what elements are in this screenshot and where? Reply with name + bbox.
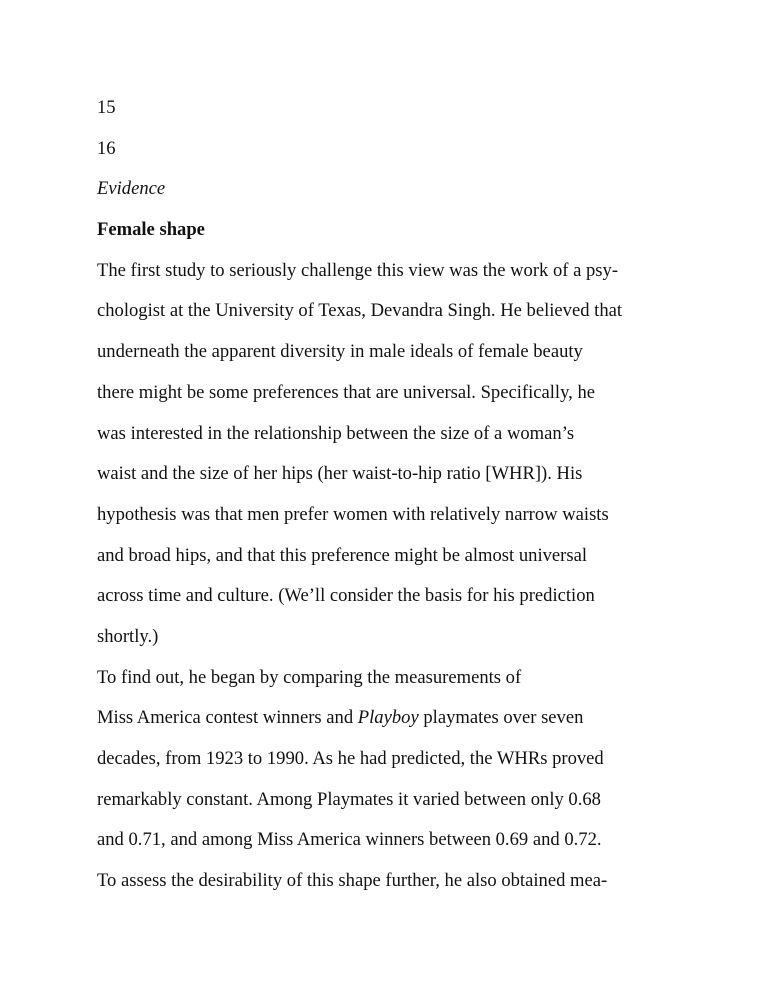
section-label: Evidence [97, 178, 166, 200]
document-page [97, 88, 657, 902]
line-number-15: 15 [97, 97, 116, 118]
body-line: was interested in the relationship between the size of a woman’s [97, 422, 575, 444]
body-line: The first study to seriously challenge this view was the work of a psy- [97, 259, 619, 281]
body-line: across time and culture. (We’ll consider the basis for his prediction [97, 585, 595, 607]
body-line: remarkably constant. Among Playmates it varied between only 0.68 [97, 788, 601, 810]
section-heading: Female shape [97, 219, 205, 241]
body-line: and broad hips, and that this preference might be almost universal [97, 544, 588, 566]
body-line: hypothesis was that men prefer women with relatively narrow waists [97, 503, 609, 525]
body-line: To find out, he began by comparing the measurements of [97, 666, 522, 688]
line-number-16: 16 [97, 137, 116, 159]
body-line: shortly.) [97, 625, 159, 647]
body-line: To assess the desirability of this shape further, he also obtained mea- [97, 870, 608, 892]
body-line: waist and the size of her hips (her waist-to-hip ratio [WHR]). His [97, 463, 583, 485]
playboy-title: Playboy [357, 707, 419, 729]
body-line: decades, from 1923 to 1990. As he had predicted, the WHRs proved [97, 748, 604, 769]
body-line-with-italic [97, 698, 657, 739]
body-line: chologist at the University of Texas, Devandra Singh. He believed that [97, 300, 623, 322]
body-line: there might be some preferences that are universal. Specifically, he [97, 381, 596, 403]
body-text: Miss America contest winners and [97, 707, 358, 729]
body-text: playmates over seven [418, 707, 584, 729]
body-line: underneath the apparent diversity in male ideals of female beauty [97, 341, 583, 363]
body-line: and 0.71, and among Miss America winners between 0.69 and 0.72. [97, 829, 602, 851]
